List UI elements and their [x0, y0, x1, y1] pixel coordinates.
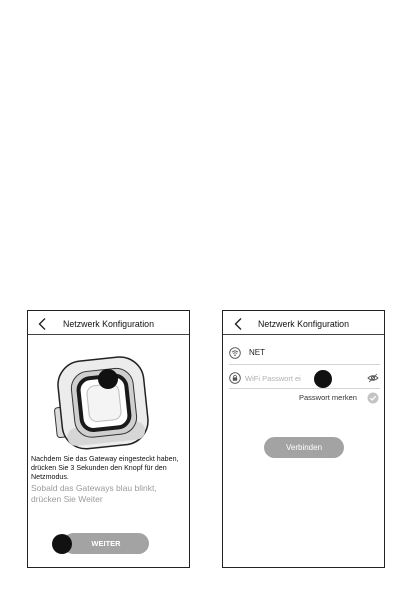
instruction-line: drücken Sie 3 Sekunden den Knopf für den	[31, 464, 167, 472]
gateway-device-icon	[52, 353, 152, 453]
header-divider	[28, 334, 189, 335]
wifi-icon	[229, 347, 241, 359]
check-circle-icon[interactable]	[367, 392, 379, 404]
callout-marker	[314, 370, 332, 388]
next-button[interactable]: WEITER	[63, 533, 149, 554]
remember-password-label: Passwort merken	[299, 393, 357, 402]
instruction-line: Netzmodus.	[31, 473, 69, 481]
wifi-config-screen	[222, 310, 385, 568]
wifi-password-input[interactable]	[245, 373, 365, 384]
eye-slash-icon[interactable]	[367, 372, 379, 384]
network-name: NET	[249, 348, 265, 357]
instruction-text	[31, 455, 178, 482]
page-title: Netzwerk Konfiguration	[63, 319, 154, 329]
header-divider	[223, 334, 384, 335]
lock-icon	[229, 372, 241, 384]
hint-line: drücken Sie Weiter	[31, 494, 103, 504]
callout-marker	[98, 369, 118, 389]
page-title: Netzwerk Konfiguration	[258, 319, 349, 329]
gateway-setup-screen	[27, 310, 190, 568]
hint-text	[31, 483, 157, 505]
hint-line: Sobald das Gateways blau blinkt,	[31, 483, 157, 493]
callout-marker	[52, 534, 72, 554]
instruction-line: Nachdem Sie das Gateway eingesteckt haben,	[31, 455, 179, 463]
row-divider	[229, 364, 380, 365]
connect-button[interactable]: Verbinden	[264, 437, 344, 458]
row-divider	[229, 388, 380, 389]
